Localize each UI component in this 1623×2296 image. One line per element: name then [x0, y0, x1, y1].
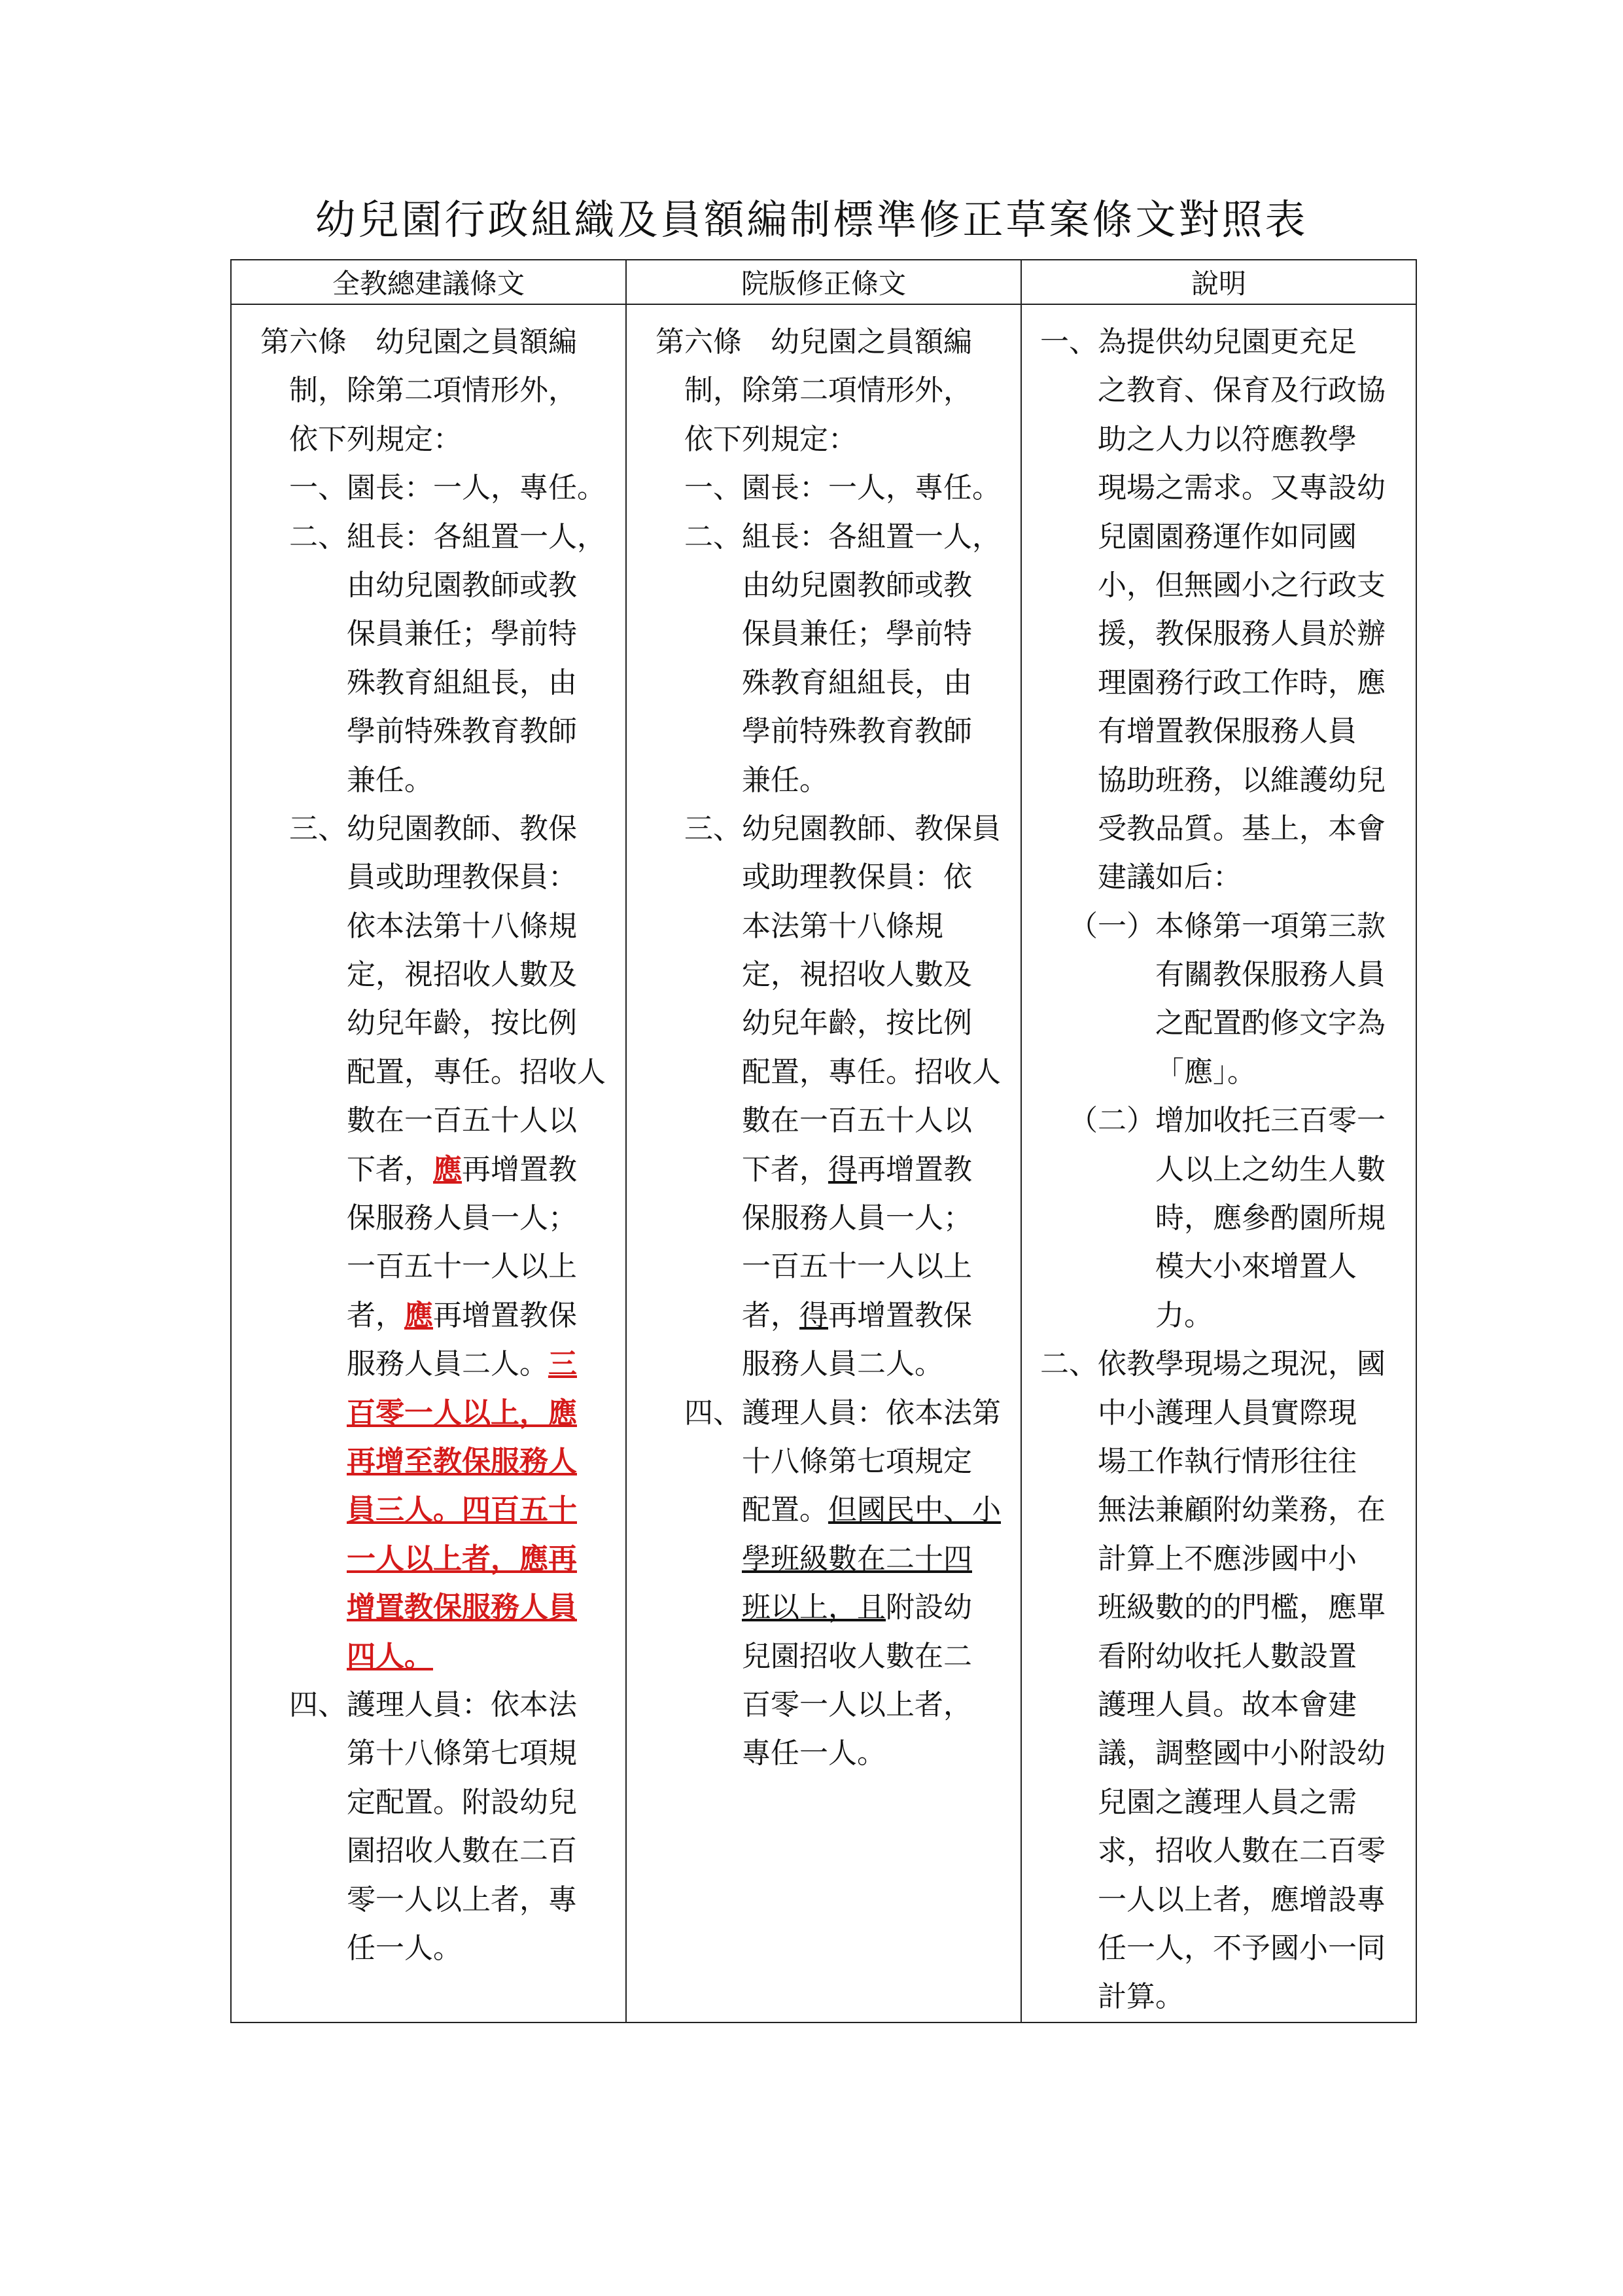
text-segment: 下者，	[347, 1152, 433, 1186]
text-line: 任一人。	[347, 1931, 462, 1965]
text-line: 保服務人員一人；	[742, 1201, 972, 1235]
text-line	[232, 1389, 625, 1438]
emphasized-text: 四人。	[347, 1639, 433, 1673]
text-line: 助之人力以符應教學	[1098, 422, 1357, 456]
text-line: 保服務人員一人；	[347, 1201, 577, 1235]
text-line: 百零一人以上者，	[742, 1687, 972, 1722]
text-line: 制，除第二項情形外，	[684, 374, 972, 408]
text-line: 制，除第二項情形外，	[289, 374, 577, 408]
comparison-table	[230, 259, 1417, 2023]
text-line: 模大小來增置人	[1155, 1250, 1357, 1284]
text-line: 護理人員。故本會建	[1098, 1687, 1357, 1722]
text-line: 一百五十一人以上	[347, 1250, 577, 1284]
text-line: 四、護理人員：依本法	[289, 1687, 577, 1722]
text-line	[627, 1535, 1021, 1583]
text-line: 保員兼任；學前特	[742, 617, 972, 651]
text-line: 班級數的的門檻，應單	[1098, 1591, 1386, 1625]
text-line: 依下列規定：	[684, 422, 857, 456]
text-line: 由幼兒園教師或教	[742, 568, 972, 602]
text-segment: 配置。	[742, 1493, 828, 1527]
text-line: 二、依教學現場之現況，國	[1040, 1347, 1386, 1381]
text-line: 專任一人。	[742, 1737, 886, 1771]
text-line: 殊教育組組長，由	[742, 665, 972, 699]
text-line: 配置，專任。招收人	[347, 1055, 606, 1089]
text-line: 園招收人數在二百	[347, 1834, 577, 1868]
emphasized-text: 百零一人以上，應	[347, 1396, 577, 1430]
body-row	[231, 304, 1416, 2022]
text-segment: 再增置教	[462, 1152, 577, 1186]
text-line: 三、幼兒園教師、教保	[289, 811, 577, 845]
page-title: 幼兒園行政組織及員額編制標準修正草案條文對照表	[315, 196, 1308, 243]
text-line: 殊教育組組長，由	[347, 665, 577, 699]
text-line: 學前特殊教育教師	[347, 715, 577, 749]
underlined-text: 學班級數在二十四	[742, 1542, 972, 1576]
text-line: 計算。	[1098, 1980, 1184, 2014]
explanation-column	[1021, 304, 1416, 2022]
text-line: 無法兼顧附幼業務，在	[1098, 1493, 1386, 1527]
header-explanation: 說明	[1021, 260, 1416, 304]
text-line: 兼任。	[742, 763, 828, 797]
text-line: 服務人員二人。	[742, 1347, 943, 1381]
emphasized-text: 三	[548, 1347, 577, 1381]
text-line	[627, 1146, 1021, 1194]
text-line: 之配置酌修文字為	[1155, 1006, 1386, 1040]
proposal-column	[231, 304, 626, 2022]
text-line: 一、園長：一人，專任。	[684, 471, 1001, 505]
text-line: 配置，專任。招收人	[742, 1055, 1001, 1089]
text-line: 兼任。	[347, 763, 433, 797]
text-line: 第六條 幼兒園之員額編	[655, 325, 972, 359]
text-segment: 再增置教	[857, 1152, 972, 1186]
text-line: 第六條 幼兒園之員額編	[260, 325, 577, 359]
text-line: 零一人以上者，專	[347, 1882, 577, 1916]
text-line: 任一人，不予國小一同	[1098, 1931, 1386, 1965]
text-segment: 再增置教保	[828, 1298, 972, 1332]
text-line: 一、園長：一人，專任。	[289, 471, 606, 505]
text-line: 協助班務，以維護幼兒	[1098, 763, 1386, 797]
text-line: 兒園園務運作如同國	[1098, 520, 1357, 554]
text-line: 本法第十八條規	[742, 909, 943, 943]
text-line: （二）增加收托三百零一	[1069, 1104, 1386, 1138]
text-segment: 服務人員二人。	[347, 1347, 548, 1381]
text-line: 時，應參酌園所規	[1155, 1201, 1386, 1235]
text-line: 有關教保服務人員	[1155, 958, 1386, 992]
text-segment: 下者，	[742, 1152, 828, 1186]
text-line	[232, 1583, 625, 1632]
text-line: 人以上之幼生人數	[1155, 1152, 1386, 1186]
emphasized-text: 應	[404, 1298, 433, 1332]
text-line: 幼兒年齡，按比例	[742, 1006, 972, 1040]
text-line: 數在一百五十人以	[742, 1104, 972, 1138]
text-line: 二、組長：各組置一人，	[684, 520, 1001, 554]
text-segment: 再增置教保	[433, 1298, 577, 1332]
text-line: 二、組長：各組置一人，	[289, 520, 606, 554]
text-line: 「應」。	[1155, 1055, 1256, 1089]
text-line: 之教育、保育及行政協	[1098, 374, 1386, 408]
text-line	[627, 1292, 1021, 1340]
text-line: 定配置。附設幼兒	[347, 1785, 577, 1819]
text-line: 兒園之護理人員之需	[1098, 1785, 1357, 1819]
text-line: 四、護理人員：依本法第	[684, 1396, 1001, 1430]
text-line: 定，視招收人數及	[347, 958, 577, 992]
text-line	[232, 1292, 625, 1340]
header-executive-version: 院版修正條文	[626, 260, 1021, 304]
text-line	[232, 1340, 625, 1388]
emphasized-text: 應	[433, 1152, 462, 1186]
executive-version-column	[626, 304, 1021, 2022]
text-line: 保員兼任；學前特	[347, 617, 577, 651]
text-segment: 附設幼	[886, 1591, 972, 1625]
emphasized-text: 增置教保服務人員	[347, 1591, 577, 1625]
text-line	[232, 1438, 625, 1486]
text-line: 或助理教保員：依	[742, 860, 972, 894]
text-line	[627, 1486, 1021, 1534]
text-line: 理園務行政工作時，應	[1098, 665, 1386, 699]
text-line: 受教品質。基上，本會	[1098, 811, 1386, 845]
text-line: 中小護理人員實際現	[1098, 1396, 1357, 1430]
text-line: 場工作執行情形往往	[1098, 1444, 1357, 1478]
text-line: 小，但無國小之行政支	[1098, 568, 1386, 602]
text-line: 議，調整國中小附設幼	[1098, 1737, 1386, 1771]
text-line	[627, 1583, 1021, 1632]
text-line: 援，教保服務人員於辦	[1098, 617, 1386, 651]
text-line: 一人以上者，應增設專	[1098, 1882, 1386, 1916]
text-line: 兒園招收人數在二	[742, 1639, 972, 1673]
text-line: 一百五十一人以上	[742, 1250, 972, 1284]
text-line: 依下列規定：	[289, 422, 462, 456]
header-proposal: 全教總建議條文	[231, 260, 626, 304]
underlined-text: 班以上，且	[742, 1591, 886, 1625]
text-line: 三、幼兒園教師、教保員	[684, 811, 1001, 845]
text-segment: 者，	[347, 1298, 404, 1332]
text-line: 依本法第十八條規	[347, 909, 577, 943]
underlined-text: 但國民中、小	[828, 1493, 1001, 1527]
text-line	[232, 1535, 625, 1583]
text-line: 數在一百五十人以	[347, 1104, 577, 1138]
text-line: 員或助理教保員：	[347, 860, 577, 894]
text-line: 有增置教保服務人員	[1098, 715, 1357, 749]
underlined-text: 得	[828, 1152, 857, 1186]
emphasized-text: 員三人。四百五十	[347, 1493, 577, 1527]
text-line	[232, 1633, 625, 1681]
text-line: 現場之需求。又專設幼	[1098, 471, 1386, 505]
text-line: 建議如后：	[1098, 860, 1242, 894]
text-line	[232, 1486, 625, 1534]
header-row	[231, 260, 1416, 304]
underlined-text: 得	[799, 1298, 828, 1332]
emphasized-text: 一人以上者，應再	[347, 1542, 577, 1576]
text-line: 力。	[1155, 1298, 1213, 1332]
text-line: 一、為提供幼兒園更充足	[1040, 325, 1357, 359]
text-segment: 者，	[742, 1298, 799, 1332]
text-line: 定，視招收人數及	[742, 958, 972, 992]
text-line: 學前特殊教育教師	[742, 715, 972, 749]
emphasized-text: 再增至教保服務人	[347, 1444, 577, 1478]
text-line: 計算上不應涉國中小	[1098, 1542, 1357, 1576]
text-line: 幼兒年齡，按比例	[347, 1006, 577, 1040]
text-line: 看附幼收托人數設置	[1098, 1639, 1357, 1673]
text-line: 由幼兒園教師或教	[347, 568, 577, 602]
text-line: 求，招收人數在二百零	[1098, 1834, 1386, 1868]
text-line	[232, 1146, 625, 1194]
text-line: （一）本條第一項第三款	[1069, 909, 1386, 943]
text-line: 十八條第七項規定	[742, 1444, 972, 1478]
text-line: 第十八條第七項規	[347, 1737, 577, 1771]
